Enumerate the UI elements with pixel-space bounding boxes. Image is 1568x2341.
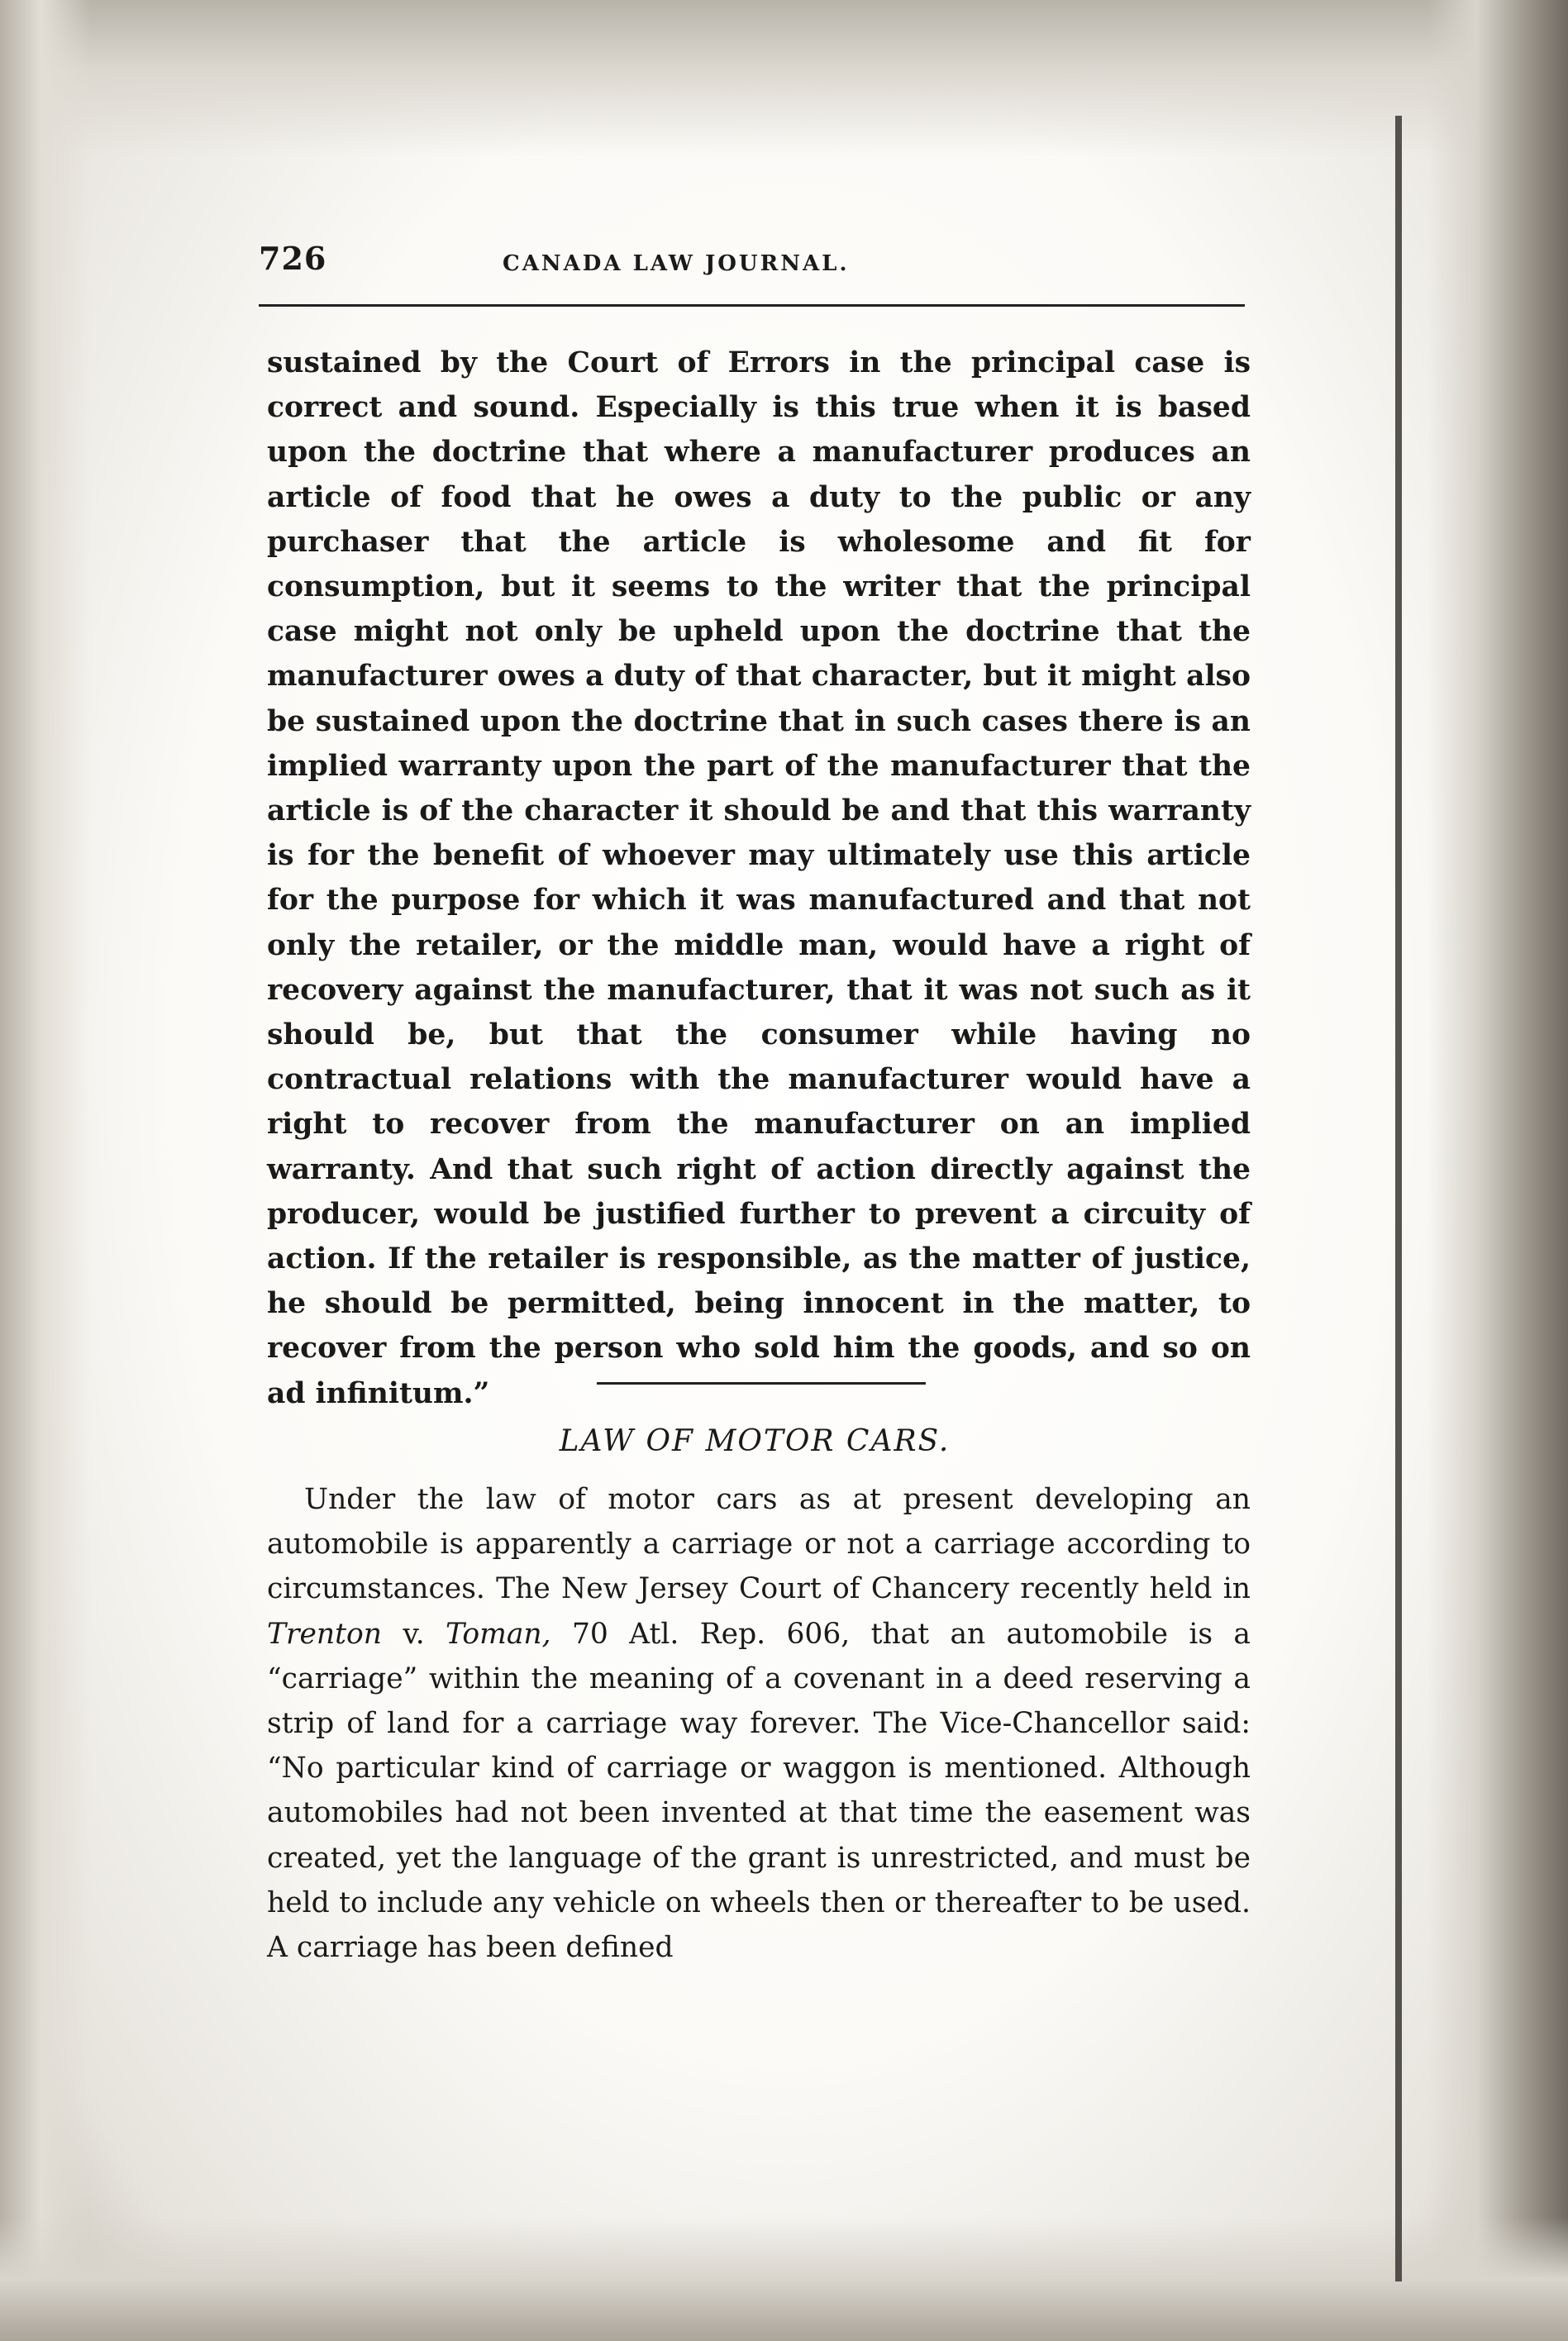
page-shadow-left (0, 0, 91, 2341)
page-header (259, 240, 1251, 283)
section-title: LAW OF MOTOR CARS. (559, 1424, 951, 1458)
running-head: CANADA LAW JOURNAL. (503, 251, 850, 276)
binding-edge (1395, 116, 1402, 2281)
section-text-1: Under the law of motor cars as at present developing an automobile is apparently a carriage or not a carriage according to circumstances. The New Jersey Court of Chancery recently held in (267, 1483, 1251, 1606)
case-party-1: Trenton (267, 1617, 382, 1651)
case-v: v. (382, 1617, 446, 1651)
section-divider (597, 1382, 926, 1385)
page-shadow-top (0, 0, 1568, 157)
page-number: 726 (259, 240, 327, 277)
page-shadow-bottom (0, 2217, 1568, 2341)
header-rule (259, 304, 1245, 307)
continued-paragraph-text: sustained by the Court of Errors in the principal case is correct and sound. Especially is this true when it is based upon the doctrine that where a manufacturer produces an article of food that he owes a duty to the public or any purchaser that the article is wholesome and fit for consumption, but it seems to the writer that the principal case might not only be upheld upon the doctrine that the manufacturer owes a duty of that character, but it might also be sustained upon the doctrine that in such cases there is an implied warranty upon the part of the manufacturer that the article is of the character it should be and that this warranty is for the benefit of whoever may ultimately use this article for the purpose for which it was manufactured and that not only the retailer, or the middle man, would have a right of recovery against the manufacturer, that it was not such as it should be, but that the consumer while having no contractual relations with the manufacturer would have a right to recover from the manufacturer on an implied warranty. And that such right of action directly against the producer, would be justified further to prevent a circuity of action. If the retailer is responsible, as the matter of justice, he should be permitted, being innocent in the matter, to recover from the person who sold him the goods, and so on ad infinitum.” (267, 346, 1251, 1410)
case-party-2: Toman, (446, 1617, 551, 1651)
section-paragraph (267, 1477, 1251, 1970)
continued-paragraph (267, 341, 1251, 1416)
section-paragraph-text (267, 1477, 1251, 1970)
page-shadow-right (1427, 0, 1568, 2341)
section-text-2: 70 Atl. Rep. 606, that an automobile is a “carriage” within the meaning of a covenant in a deed reserving a strip of land for a carriage way forever. The Vice-Chancellor said: “No particular kind of carriage or waggon is mentioned. Although automobiles had not been invented at that time the easement was created, yet the language of the grant is unrestricted, and must be held to include any vehicle on wheels then or thereafter to be used. A carriage has been defined (267, 1617, 1251, 1965)
